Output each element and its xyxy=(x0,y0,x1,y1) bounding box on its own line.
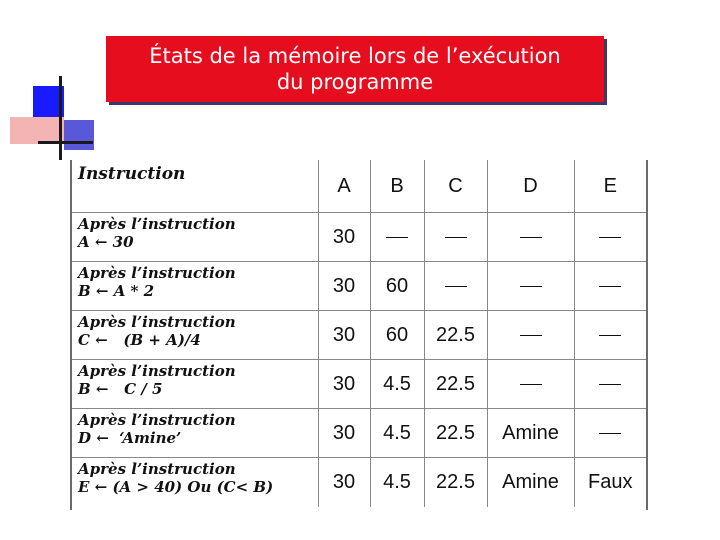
table-header-row xyxy=(72,160,646,213)
value-cell-d xyxy=(487,213,574,262)
value-cell-a: 30 xyxy=(318,360,370,409)
value-cell-c: 22.5 xyxy=(424,458,487,507)
instruction-cell xyxy=(72,409,318,458)
empty-dash xyxy=(386,237,408,238)
empty-dash xyxy=(599,237,621,238)
value-cell-d xyxy=(487,360,574,409)
column-header-e: E xyxy=(574,160,646,213)
decorative-square-blue-light xyxy=(64,120,94,150)
value-cell-d xyxy=(487,262,574,311)
table-row xyxy=(72,360,646,409)
empty-dash xyxy=(445,286,467,287)
empty-dash xyxy=(599,335,621,336)
value-cell-b: 60 xyxy=(370,262,424,311)
instruction-code: C ← (B + A)/4 xyxy=(78,331,201,349)
memory-state-table xyxy=(70,160,648,510)
column-header-c: C xyxy=(424,160,487,213)
value-cell-a: 30 xyxy=(318,213,370,262)
instruction-cell xyxy=(72,213,318,262)
instruction-code: B ← A * 2 xyxy=(78,282,155,300)
value-cell-b: 4.5 xyxy=(370,360,424,409)
instruction-cell xyxy=(72,360,318,409)
instruction-prefix: Après l’instruction xyxy=(78,313,236,331)
decorative-square-pink xyxy=(10,117,64,144)
value-cell-e xyxy=(574,262,646,311)
value-cell-a: 30 xyxy=(318,409,370,458)
empty-dash xyxy=(520,237,542,238)
value-cell-a: 30 xyxy=(318,262,370,311)
column-header-instruction: Instruction xyxy=(78,164,186,184)
empty-dash xyxy=(520,384,542,385)
value-cell-b xyxy=(370,213,424,262)
table-row xyxy=(72,262,646,311)
value-cell-e xyxy=(574,409,646,458)
value-cell-b: 4.5 xyxy=(370,458,424,507)
value-cell-c xyxy=(424,262,487,311)
instruction-code: D ← ‘Amine’ xyxy=(78,429,182,447)
instruction-cell xyxy=(72,458,318,507)
decorative-horizontal-line xyxy=(38,141,93,144)
instruction-prefix: Après l’instruction xyxy=(78,411,236,429)
value-cell-e xyxy=(574,213,646,262)
empty-dash xyxy=(520,286,542,287)
value-cell-d: Amine xyxy=(487,458,574,507)
value-cell-c: 22.5 xyxy=(424,409,487,458)
column-header-a: A xyxy=(318,160,370,213)
value-cell-c xyxy=(424,213,487,262)
instruction-cell xyxy=(72,262,318,311)
instruction-prefix: Après l’instruction xyxy=(78,460,236,478)
value-cell-d: Amine xyxy=(487,409,574,458)
column-header-b: B xyxy=(370,160,424,213)
instruction-prefix: Après l’instruction xyxy=(78,362,236,380)
instruction-cell xyxy=(72,311,318,360)
value-cell-e xyxy=(574,311,646,360)
slide-title: États de la mémoire lors de l’exécution du programme xyxy=(149,43,561,94)
empty-dash xyxy=(520,335,542,336)
instruction-code: A ← 30 xyxy=(78,233,134,251)
value-cell-e xyxy=(574,360,646,409)
table-row xyxy=(72,409,646,458)
instruction-code: E ← (A > 40) Ou (C< B) xyxy=(78,478,274,496)
empty-dash xyxy=(445,237,467,238)
empty-dash xyxy=(599,286,621,287)
slide-title-box xyxy=(106,36,604,102)
table-row xyxy=(72,213,646,262)
empty-dash xyxy=(599,433,621,434)
value-cell-b: 60 xyxy=(370,311,424,360)
column-header-d: D xyxy=(487,160,574,213)
value-cell-a: 30 xyxy=(318,311,370,360)
value-cell-b: 4.5 xyxy=(370,409,424,458)
decorative-vertical-line xyxy=(59,76,62,160)
value-cell-a: 30 xyxy=(318,458,370,507)
instruction-code: B ← C / 5 xyxy=(78,380,163,398)
table-row xyxy=(72,458,646,507)
instruction-prefix: Après l’instruction xyxy=(78,215,236,233)
empty-dash xyxy=(599,384,621,385)
value-cell-e: Faux xyxy=(574,458,646,507)
instruction-prefix: Après l’instruction xyxy=(78,264,236,282)
table-row xyxy=(72,311,646,360)
value-cell-d xyxy=(487,311,574,360)
value-cell-c: 22.5 xyxy=(424,360,487,409)
value-cell-c: 22.5 xyxy=(424,311,487,360)
